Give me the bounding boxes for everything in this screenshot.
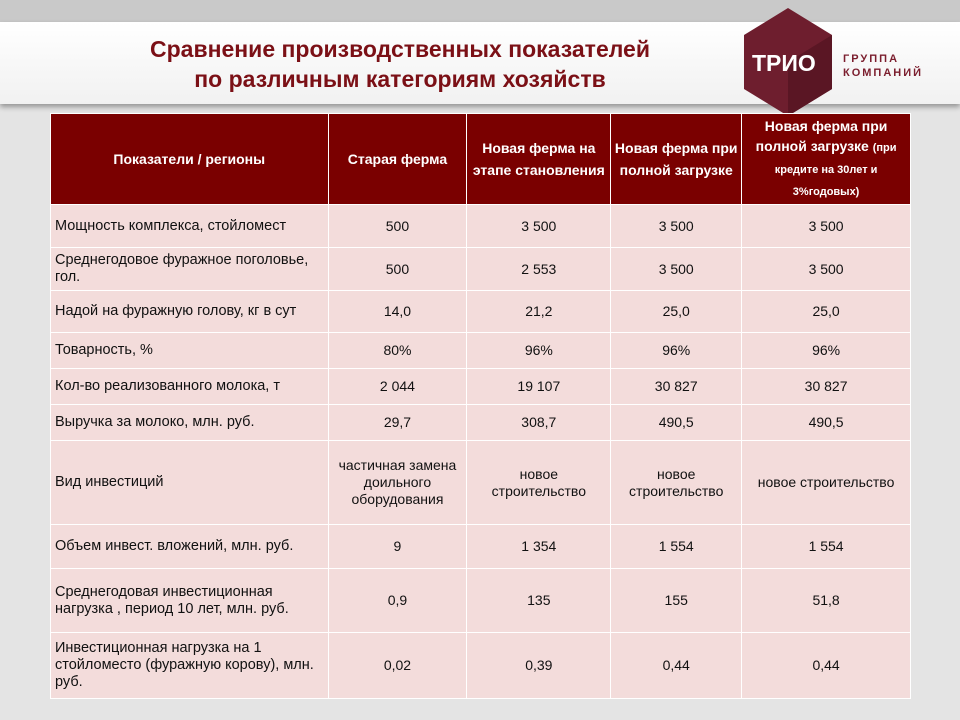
- row-label: Объем инвест. вложений, млн. руб.: [51, 525, 329, 569]
- cell-value: 25,0: [611, 291, 742, 333]
- row-label: Среднегодовое фуражное поголовье, гол.: [51, 248, 329, 291]
- cell-value: 1 554: [742, 525, 911, 569]
- cell-value: 2 553: [467, 248, 611, 291]
- row-label: Вид инвестиций: [51, 441, 329, 525]
- table-row: [51, 525, 911, 569]
- cell-value: 96%: [467, 333, 611, 369]
- row-label: Мощность комплекса, стойломест: [51, 205, 329, 248]
- cell-value: 3 500: [467, 205, 611, 248]
- logo-sub-2: КОМПАНИЙ: [843, 67, 924, 79]
- page-title: [60, 34, 740, 94]
- cell-value: 14,0: [328, 291, 467, 333]
- cell-value: 3 500: [611, 248, 742, 291]
- header-credit-note: (при кредите на 30лет и 3%годовых): [774, 142, 897, 198]
- cell-value: 0,44: [611, 633, 742, 699]
- header-new-farm-credit: [742, 114, 911, 205]
- table-row: [51, 441, 911, 525]
- cell-value: 30 827: [611, 369, 742, 405]
- header-indicator: Показатели / регионы: [51, 114, 329, 205]
- cell-value: 3 500: [611, 205, 742, 248]
- cell-value: 0,9: [328, 569, 467, 633]
- title-line-1: Сравнение производственных показателей: [150, 36, 650, 62]
- comparison-table: [50, 113, 911, 699]
- cell-value: 490,5: [611, 405, 742, 441]
- logo-subtitle: [843, 52, 923, 80]
- cell-value: 3 500: [742, 248, 911, 291]
- table-row: [51, 569, 911, 633]
- table-row: [51, 291, 911, 333]
- header-new-farm-startup: Новая ферма на этапе становления: [467, 114, 611, 205]
- cell-value: 29,7: [328, 405, 467, 441]
- logo-word: ТРИО: [752, 50, 816, 76]
- cell-value: 490,5: [742, 405, 911, 441]
- header-row: [51, 114, 911, 205]
- cell-value: 25,0: [742, 291, 911, 333]
- cell-value: 308,7: [467, 405, 611, 441]
- cell-value: 155: [611, 569, 742, 633]
- cell-value: 19 107: [467, 369, 611, 405]
- cell-value: 51,8: [742, 569, 911, 633]
- cell-value: 80%: [328, 333, 467, 369]
- row-label: Кол-во реализованного молока, т: [51, 369, 329, 405]
- header-old-farm: Старая ферма: [328, 114, 467, 205]
- cell-value: 500: [328, 248, 467, 291]
- cell-value: 0,39: [467, 633, 611, 699]
- cell-value: 30 827: [742, 369, 911, 405]
- row-label: Выручка за молоко, млн. руб.: [51, 405, 329, 441]
- cell-value: 500: [328, 205, 467, 248]
- cell-value: 1 554: [611, 525, 742, 569]
- cell-value: новое строительство: [742, 441, 911, 525]
- cell-value: 135: [467, 569, 611, 633]
- row-label: Среднегодовая инвестиционная нагрузка , период 10 лет, млн. руб.: [51, 569, 329, 633]
- cell-value: 2 044: [328, 369, 467, 405]
- table-row: [51, 248, 911, 291]
- table-row: [51, 633, 911, 699]
- row-label: Надой на фуражную голову, кг в сут: [51, 291, 329, 333]
- cell-value: частичная замена доильного оборудования: [328, 441, 467, 525]
- logo-sub-1: ГРУППА: [843, 53, 900, 65]
- table-row: [51, 205, 911, 248]
- row-label: Инвестиционная нагрузка на 1 стойломесто (фуражную корову), млн. руб.: [51, 633, 329, 699]
- table-row: [51, 405, 911, 441]
- cell-value: 9: [328, 525, 467, 569]
- cell-value: новое строительство: [467, 441, 611, 525]
- header-credit-label: Новая ферма при полной загрузке: [755, 118, 888, 154]
- cell-value: 0,44: [742, 633, 911, 699]
- cell-value: 0,02: [328, 633, 467, 699]
- cell-value: 96%: [742, 333, 911, 369]
- cell-value: 1 354: [467, 525, 611, 569]
- table-row: [51, 333, 911, 369]
- row-label: Товарность, %: [51, 333, 329, 369]
- cell-value: новое строительство: [611, 441, 742, 525]
- header-new-farm-full: Новая ферма при полной загрузке: [611, 114, 742, 205]
- title-line-2: по различным категориям хозяйств: [194, 66, 606, 92]
- cell-value: 3 500: [742, 205, 911, 248]
- cell-value: 96%: [611, 333, 742, 369]
- table-row: [51, 369, 911, 405]
- cell-value: 21,2: [467, 291, 611, 333]
